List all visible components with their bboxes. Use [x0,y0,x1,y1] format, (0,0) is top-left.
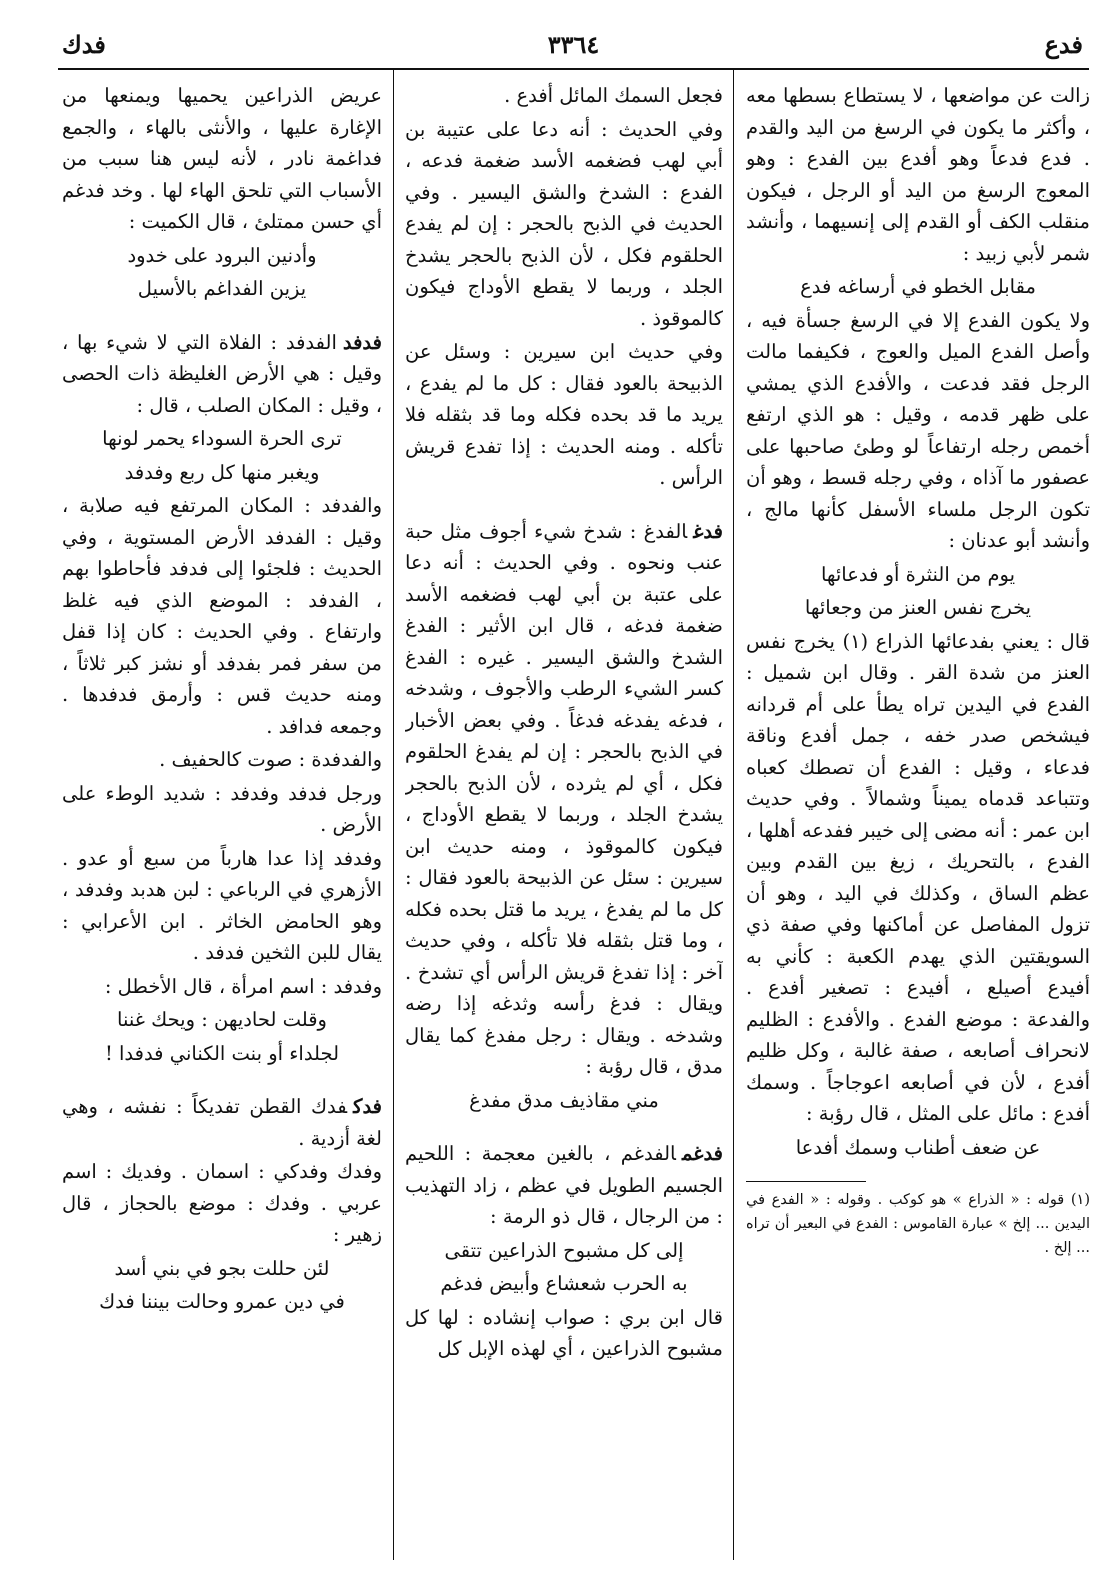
column-divider-right [733,70,734,1560]
page-header [58,28,1089,68]
page-number: ٣٣٦٤ [547,30,600,59]
verse-line: وقلت لحاديهن : ويحك غننا [117,1008,327,1031]
paragraph: ولا يكون الفدع إلا في الرسغ جسأة فيه ، وأصل الفدع الميل والعوج ، فكيفما مالت الرجل فقد فدعت ، والأفدع الذي يمشي على ظهر قدمه ، وقيل : هو الذي ارتفع أخمص رجله ارتفاعاً لو وطئ صاحبها على عصفور ما آذاه ، وفي رجله قسط ، وهو أن تكون الرجل ملساء الأسفل كأنها مالج ، وأنشد أبو عدنان : [746,308,1090,552]
verse-line: في دين عمرو وحالت بيننا فدك [99,1290,345,1313]
entry-fdghm [405,1138,723,1233]
paragraph: وفي الحديث : أنه دعا على عتيبة بن أبي لهب فضغمه الأسد ضغمة فدعه ، الفدع : الشدخ والشق اليسير . وفي الحديث في الذبح بالحجر : إن لم يفدع الحلقوم فكل ، لأن الذبح بالحجر يشدخ الجلد ، وربما لا يقطع الأوداج فيكون كالموقوذ . [405,117,723,330]
footnote-rule [746,1181,866,1182]
entry-headword: فدك [353,1095,382,1118]
header-guide-word-right: فدع [1044,30,1083,59]
header-rule [58,68,1089,70]
verse-line: يوم من النثرة أو فدعائها [820,562,1016,586]
paragraph: والفدفد : المكان المرتفع فيه صلابة ، وقيل : الفدفد الأرض المستوية ، وفي الحديث : فلجئوا إلى فدفد فأحاطوا بهم ، الفدفد : الموضع الذي فيه غلظ وارتفاع . وفي الحديث : كان إذا قفل من سفر فمر بفدفد أو نشز كبر ثلاثاً ، ومنه حديث قس : وأرمق فدفدها . وجمعه فدافد . [62,494,382,738]
paragraph: قال ابن بري : صواب إنشاده : لها كل مشبوح الذراعين ، أي لهذه الإبل كل [405,1305,723,1360]
entry-fdfd [62,327,382,422]
verse-line: لئن حللت بجو في بني أسد [114,1256,330,1280]
verse-line: ويغبر منها كل ربع وفدفد [124,460,320,484]
entry-fdgh [405,516,723,1083]
column-left [62,80,382,1560]
verse-line: لجلداء أو بنت الكناني فدفدا ! [104,1041,340,1065]
column-divider-left [393,70,394,1560]
header-guide-word-left: فدك [62,30,106,59]
paragraph: وفي حديث ابن سيرين : وسئل عن الذبيحة بالعود فقال : كل ما لم يفدع ، يريد ما قد بحده فكله وما قد بثقله فلا تأكله . ومنه الحديث : إذا تفدع قريش الرأس . [405,340,723,489]
paragraph: زالت عن مواضعها ، لا يستطاع بسطها معه ، وأكثر ما يكون في الرسغ من اليد والقدم . فدع فدعاً وهو أفدع بين الفدع : وهو المعوج الرسغ من اليد أو الرجل ، فيكون منقلب الكف أو القدم إلى إنسيهما ، وأنشد شمر لأبي زبيد : [746,84,1090,265]
verse-line: مقابل الخطو في أرساغه فدع [800,275,1036,298]
paragraph: والفدفدة : صوت كالحفيف . [159,748,382,771]
column-middle [405,80,723,1560]
paragraph: عريض الذراعين يحميها ويمنعها من الإغارة عليها ، والأنثى بالهاء ، والجمع فداغمة نادر ، لأنه ليس هنا سبب من الأسباب التي تلحق الهاء لها . وخد فدغم أي حسن ممتلئ ، قال الكميت : [62,84,382,233]
verse-line: به الحرب شعشاع وأبيض فدغم [440,1272,688,1295]
entry-headword: فدغ [693,519,723,543]
verse-line: وأدنين البرود على خدود [127,243,317,267]
column-right [746,80,1090,1560]
entry-text: الفدغ : شدخ شيء أجوف مثل حبة عنب ونحوه . وفي الحديث : أنه دعا على عتبة بن أبي لهب فضغمه الأسد ضغمة فدغه ، قال ابن الأثير : الفدغ الشدخ والشق اليسير . غيره : الفدغ كسر الشيء الرطب والأجوف ، وشدخه ، فدغه يفدغه فدغاً . وفي بعض الأخبار في الذبح بالحجر : إن لم يفدغ الحلقوم فكل ، أي لم يثرده ، لأن الذبح بالحجر يشدخ الجلد ، وربما لا يقطع الأوداج ، فيكون كالموقوذ ، ومنه حديث ابن سيرين : سئل عن الذبيحة بالعود فقال : كل ما لم يفدغ ، يريد ما قتل بحده فكله ، وما قتل بثقله فلا تأكله ، وفي حديث آخر : إذا تفدغ قريش الرأس أي تشدخ . ويقال : فدغ رأسه وثدغه إذا رضه وشدخه . ويقال : رجل مفدغ كما يقال مدق ، قال رؤبة : [405,519,723,1078]
verse-line: يخرج نفس العنز من وجعائها [804,596,1032,619]
verse-line: مني مقاذيف مدق مفدغ [469,1088,659,1112]
entry-text: الفدغم ، بالغين معجمة : اللحيم الجسيم الطويل في عظم ، زاد التهذيب : من الرجال ، قال ذو الرمة : [405,1142,723,1228]
paragraph: ورجل فدفد وفدفد : شديد الوطء على الأرض . [62,781,382,836]
entry-text: الفدفد : الفلاة التي لا شيء بها ، وقيل : هي الأرض الغليظة ذات الحصى ، وقيل : المكان الصلب ، قال : [62,330,382,417]
paragraph: وفدك وفدكي : اسمان . وفديك : اسم عربي . وفدك : موضع بالحجاز ، قال زهير : [62,1160,382,1246]
paragraph: فجعل السمك المائل أفدع . [504,84,723,107]
paragraph: وفدفد : اسم امرأة ، قال الأخطل : [104,974,382,998]
verse-line: عن ضعف أطناب وسمك أفدعا [795,1135,1041,1159]
entry-fdk [62,1091,382,1154]
entry-headword: فدفد [342,330,382,354]
footnote: (١) قوله : « الذراع » هو كوكب . وقوله : « الفدع في اليدين ... إلخ » عبارة القاموس : الفدع في البعير أن تراه ... إلخ . [746,1192,1090,1256]
entry-text: فدك القطن تفديكاً : نفشه ، وهي لغة أزدية . [62,1095,382,1150]
entry-headword: فدغم [681,1142,723,1165]
paragraph: قال : يعني بفدعائها الذراع (١) يخرج نفس العنز من شدة القر . وقال ابن شميل : الفدع في اليدين تراه يطأ على أم قردانه فيشخص صدر خفه ، جمل أفدع وناقة فدعاء ، وقيل : الفدع أن تصطك كعباه وتتباعد قدماه يميناً وشمالاً . وفي حديث ابن عمر : أنه مضى إلى خيبر ففدعه أهلها ، الفدع ، بالتحريك ، زيغ بين القدم وبين عظم الساق ، وكذلك في اليد ، وهو أن تزول المفاصل عن أماكنها وفي صفة ذي السويقتين الذي يهدم الكعبة : كأني به أفيدع أصيلع ، أفيدع : تصغير أفدع . والفدعة : موضع الفدع . والأفدع : الظليم لانحراف أصابعه ، صفة غالبة ، وكل ظليم أفدع ، لأن في أصابعه اعوجاجاً . وسمك أفدع : مائل على المثل ، قال رؤبة : [746,629,1090,1125]
verse-line: إلى كل مشبوح الذراعين تتقى [444,1238,684,1262]
verse-line: ترى الحرة السوداء يحمر لونها [102,427,342,450]
paragraph: وفدفد إذا عدا هارباً من سبع أو عدو . الأزهري في الرباعي : لبن هدبد وفدفد ، وهو الحامض الخاثر . ابن الأعرابي : يقال للبن الثخين فدفد . [62,846,382,964]
verse-line: يزين الفداغم بالأسيل [137,277,307,300]
